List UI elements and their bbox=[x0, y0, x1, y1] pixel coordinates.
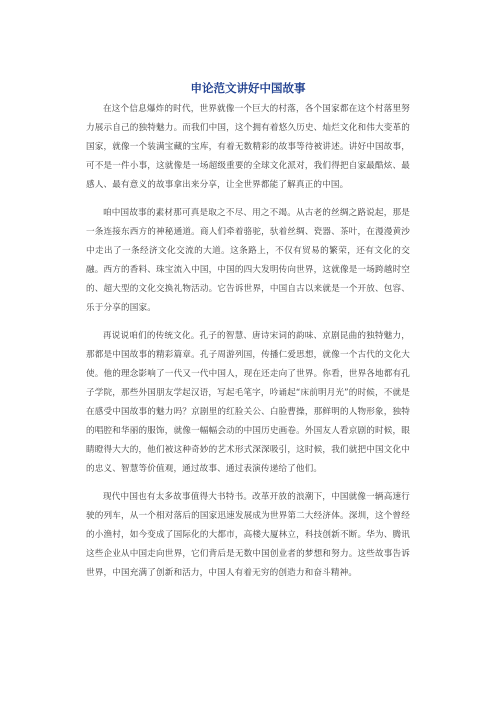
paragraph-2: 咱中国故事的素材那可真是取之不尽、用之不竭。从古老的丝绸之路说起，那是一条连接东西方的神秘通道。商人们牵着骆驼，驮着丝绸、瓷器、茶叶，在漫漫黄沙中走出了一条经济文化交流的大道。这条路上，不仅有贸易的繁荣，还有文化的交融。西方的香料、珠宝流入中国，中国的四大发明传向世界，这就像是一场跨越时空的、超大型的文化交换礼物活动。它告诉世界，中国自古以来就是一个开放、包容、乐于分享的国家。 bbox=[86, 208, 410, 313]
document-page bbox=[86, 80, 410, 592]
document-title: 申论范文讲好中国故事 bbox=[190, 81, 306, 95]
paragraph-4: 现代中国也有太多故事值得大书特书。改革开放的浪潮下，中国就像一辆高速行驶的列车，从一个相对落后的国家迅速发展成为世界第二大经济体。深圳，这个曾经的小渔村，如今变成了国际化的大都市，高楼大厦林立，科技创新不断。华为、腾讯这些企业从中国走向世界，它们背后是无数中国创业者的梦想和努力。这些故事告诉世界，中国充满了创新和活力，中国人有着无穷的创造力和奋斗精神。 bbox=[86, 492, 410, 578]
paragraph-3: 再说说咱们的传统文化。孔子的智慧、唐诗宋词的韵味、京剧昆曲的独特魅力，那都是中国故事的精彩篇章。孔子周游列国，传播仁爱思想，就像一个古代的文化大使。他的理念影响了一代又一代中国人，现在还走向了世界。你看，世界各地都有孔子学院，那些外国朋友学起汉语，写起毛笔字，吟诵起“床前明月光”的时候，不就是在感受中国故事的魅力吗？京剧里的红脸关公、白脸曹操，那鲜明的人物形象，独特的唱腔和华丽的服饰，就像一幅幅会动的中国历史画卷。外国友人看京剧的时候，眼睛瞪得大大的，他们被这种奇妙的艺术形式深深吸引，这时候，我们就把中国文化中的忠义、智慧等价值观，通过故事、通过表演传递给了他们。 bbox=[86, 331, 410, 474]
paragraph-1: 在这个信息爆炸的时代，世界就像一个巨大的村落，各个国家都在这个村落里努力展示自己的独特魅力。而我们中国，这个拥有着悠久历史、灿烂文化和伟大变革的国家，就像一个装满宝藏的宝库，有着无数精彩的故事等待被讲述。讲好中国故事，可不是一件小事，这就像是一场超级重要的全球文化派对，我们得把自家最酷炫、最感人、最有意义的故事拿出来分享，让全世界都能了解真正的中国。 bbox=[86, 104, 410, 190]
